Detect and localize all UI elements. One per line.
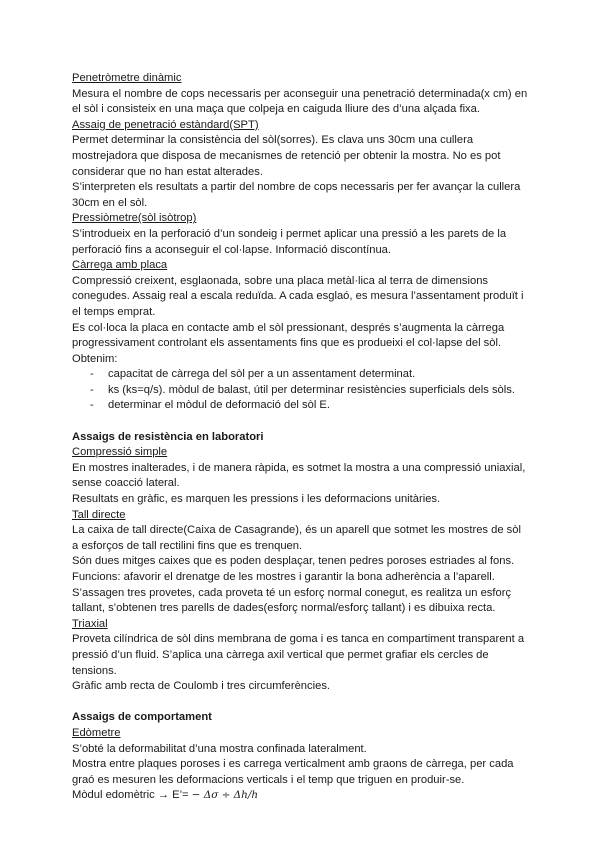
heading-plate-load: Càrrega amb placa xyxy=(72,259,168,272)
paragraph: Són dues mitges caixes que es poden desplaçar, tenen pedres poroses estriades al fons. xyxy=(72,555,515,568)
paragraph: Proveta cilíndrica de sòl dins membrana de goma i es tanca en compartiment transparent a pressió d’un fluid. S’aplica una càrrega axil vertical que permet grafiar els cercles de tensions. xyxy=(72,633,525,677)
oedometric-modulus-formula: − Δσ ÷ Δh/h xyxy=(191,789,259,802)
paragraph: Resultats en gràfic, es marquen les pressions i les deformacions unitàries. xyxy=(72,493,441,506)
heading-triaxial: Triaxial xyxy=(72,617,108,630)
paragraph: Funcions: afavorir el drenatge de les mostres i garantir la bona adherència a l’aparell. xyxy=(72,571,495,583)
document-body xyxy=(72,71,528,804)
list-item: - determinar el mòdul de deformació del sòl E. xyxy=(72,398,528,414)
heading-dynamic-penetrometer: Penetròmetre dinàmic xyxy=(72,72,182,84)
paragraph: Es col·loca la placa en contacte amb el sòl pressionant, després s’augmenta la càrrega progressivament controlant els assentaments fins que es produeixi el col·lapse del sòl. xyxy=(72,321,505,350)
paragraph: S’introdueix en la perforació d’un sondeig i permet aplicar una pressió a les parets de la perforació fins a aconseguir el col·lapse. Informació discontínua. xyxy=(72,227,507,256)
formula-label: Mòdul edomètric → E’= xyxy=(72,789,192,802)
heading-oedometer: Edòmetre xyxy=(72,726,121,739)
paragraph: En mostres inalterades, i de manera ràpida, es sotmet la mostra a una compressió uniaxial, sense coacció lateral. xyxy=(72,461,526,490)
heading-simple-compression: Compressió simple xyxy=(72,446,168,459)
spacer xyxy=(72,695,528,711)
paragraph: Gràfic amb recta de Coulomb i tres circumferències. xyxy=(72,680,331,693)
heading-pressuremeter: Pressiòmetre(sòl isòtrop) xyxy=(72,212,197,225)
paragraph: S’assagen tres provetes, cada proveta té un esforç normal conegut, es realitza un esforç tallant, s’obtenen tres parells de dades(esforç normal/esforç tallant) i es dibuixa recta. xyxy=(72,586,512,615)
section-title-lab-tests: Assaigs de resistència en laboratori xyxy=(72,430,264,443)
list-item: - ks (ks=q/s). mòdul de balast, útil per determinar resistències superficials dels sòls. xyxy=(72,383,528,399)
paragraph: S’obté la deformabilitat d’una mostra confinada lateralment. xyxy=(72,742,367,755)
paragraph: Compressió creixent, esglaonada, sobre una placa metàl·lica al terra de dimensions conegudes. Assaig real a escala reduïda. A cada esglaó, es mesura l’assentament produït i el temps emprat. xyxy=(72,274,524,318)
paragraph: La caixa de tall directe(Caixa de Casagrande), és un aparell que sotmet les mostres de sòl a esforços de tall rectilini fins que es trenquen. xyxy=(72,524,521,552)
paragraph: S’interpreten els resultats a partir del nombre de cops necessaris per fer avançar la cullera 30cm en el sòl. xyxy=(72,181,521,209)
formula-line xyxy=(72,788,528,804)
heading-direct-shear: Tall directe xyxy=(72,508,126,521)
paragraph: Mesura el nombre de cops necessaris per aconseguir una penetració determinada(x cm) en el sòl i consisteix en una maça que colpeja en caiguda lliure des d’una alçada fixa. xyxy=(72,87,528,116)
heading-spt: Assaig de penetració estàndard(SPT) xyxy=(72,118,259,131)
section-title-behaviour-tests: Assaigs de comportament xyxy=(72,711,212,724)
paragraph: Obtenim: xyxy=(72,352,118,365)
paragraph: Permet determinar la consistència del sòl(sorres). Es clava uns 30cm una cullera mostrejadora que disposa de mecanismes de retenció per obtenir la mostra. No es pot considerar que no han estat alterades. xyxy=(72,134,501,178)
paragraph: Mostra entre plaques poroses i es carrega verticalment amb graons de càrrega, per cada graó es mesuren les deformacions verticals i el temp que triguen en produir-se. xyxy=(72,758,514,786)
spacer xyxy=(72,414,528,430)
list-item: - capacitat de càrrega del sòl per a un assentament determinat. xyxy=(72,367,528,383)
results-list xyxy=(72,367,528,414)
